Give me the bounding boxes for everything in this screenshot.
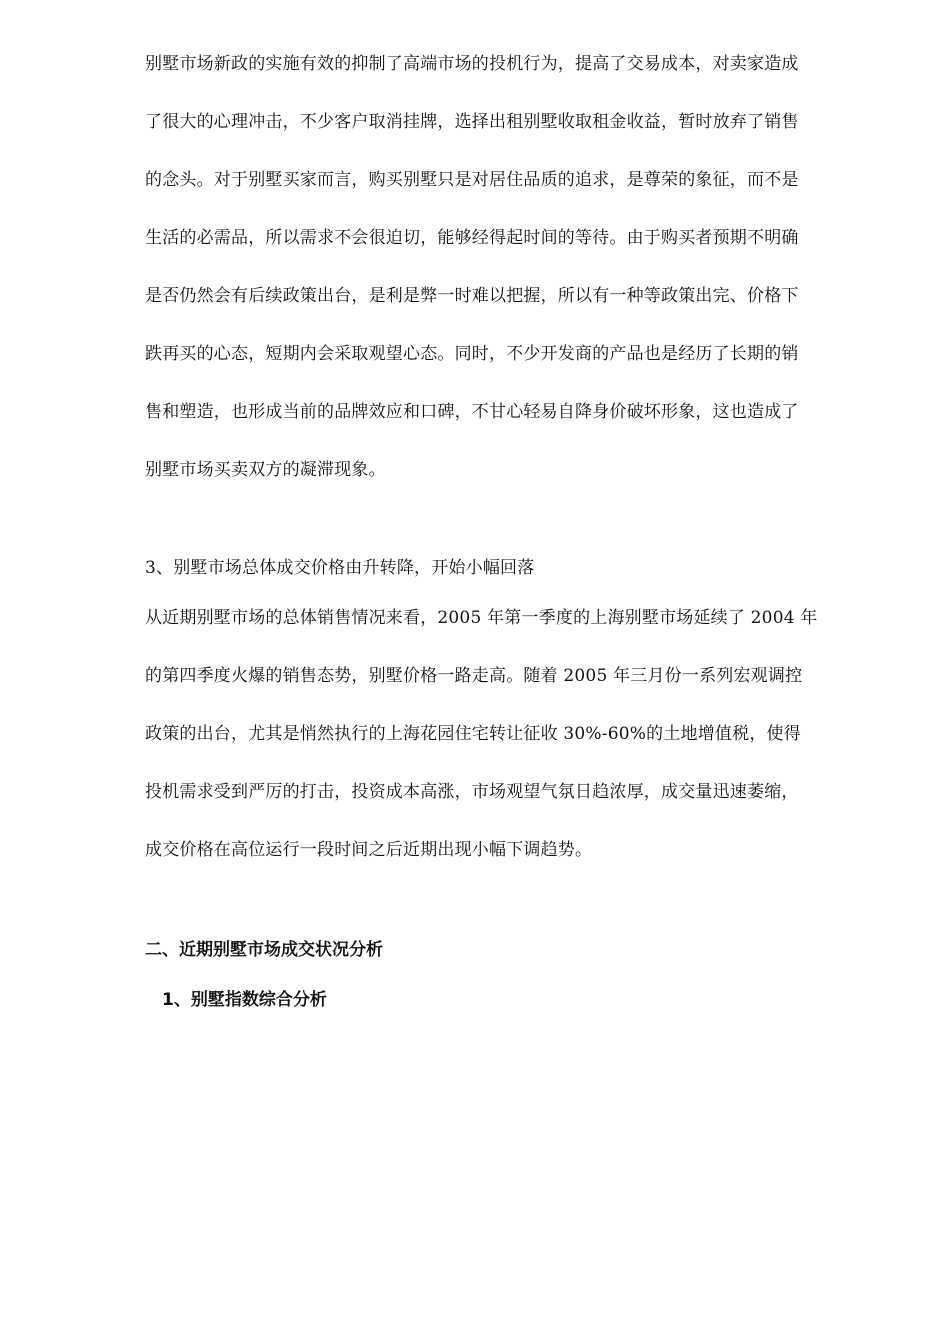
- section-3-line-5: 成交价格在高位运行一段时间之后近期出现小幅下调趋势。: [145, 840, 593, 860]
- section-3-line-2: 的第四季度火爆的销售态势，别墅价格一路走高。随着 2005 年三月份一系列宏观调控: [145, 666, 803, 686]
- paragraph-1-line-3: 的念头。对于别墅买家而言，购买别墅只是对居住品质的追求，是尊荣的象征，而不是: [145, 170, 799, 190]
- section-3-line-1: 从近期别墅市场的总体销售情况来看，2005 年第一季度的上海别墅市场延续了 2004 年: [145, 608, 818, 628]
- paragraph-1-line-5: 是否仍然会有后续政策出台，是利是弊一时难以把握，所以有一种等政策出完、价格下: [145, 286, 799, 306]
- section-3-line-3: 政策的出台，尤其是悄然执行的上海花园住宅转让征收 30%-60%的土地增值税，使得: [145, 724, 801, 744]
- paragraph-1-line-4: 生活的必需品，所以需求不会很迫切，能够经得起时间的等待。由于购买者预期不明确: [145, 228, 799, 248]
- paragraph-1-line-7: 售和塑造，也形成当前的品牌效应和口碑，不甘心轻易自降身价破坏形象，这也造成了: [145, 402, 799, 422]
- paragraph-1-line-1: 别墅市场新政的实施有效的抑制了高端市场的投机行为，提高了交易成本，对卖家造成: [145, 54, 799, 74]
- chapter-2-title: 二、近期别墅市场成交状况分析: [145, 940, 383, 960]
- chapter-2-subtitle: 1、别墅指数综合分析: [162, 990, 327, 1010]
- paragraph-1-line-2: 了很大的心理冲击，不少客户取消挂牌，选择出租别墅收取租金收益，暂时放弃了销售: [145, 112, 799, 132]
- paragraph-1-line-6: 跌再买的心态，短期内会采取观望心态。同时，不少开发商的产品也是经历了长期的销: [145, 344, 799, 364]
- paragraph-1-line-8: 别墅市场买卖双方的凝滞现象。: [145, 460, 386, 480]
- section-3-line-4: 投机需求受到严厉的打击，投资成本高涨，市场观望气氛日趋浓厚，成交量迅速萎缩，: [145, 782, 799, 802]
- section-3-title: 3、别墅市场总体成交价格由升转降，开始小幅回落: [145, 558, 535, 578]
